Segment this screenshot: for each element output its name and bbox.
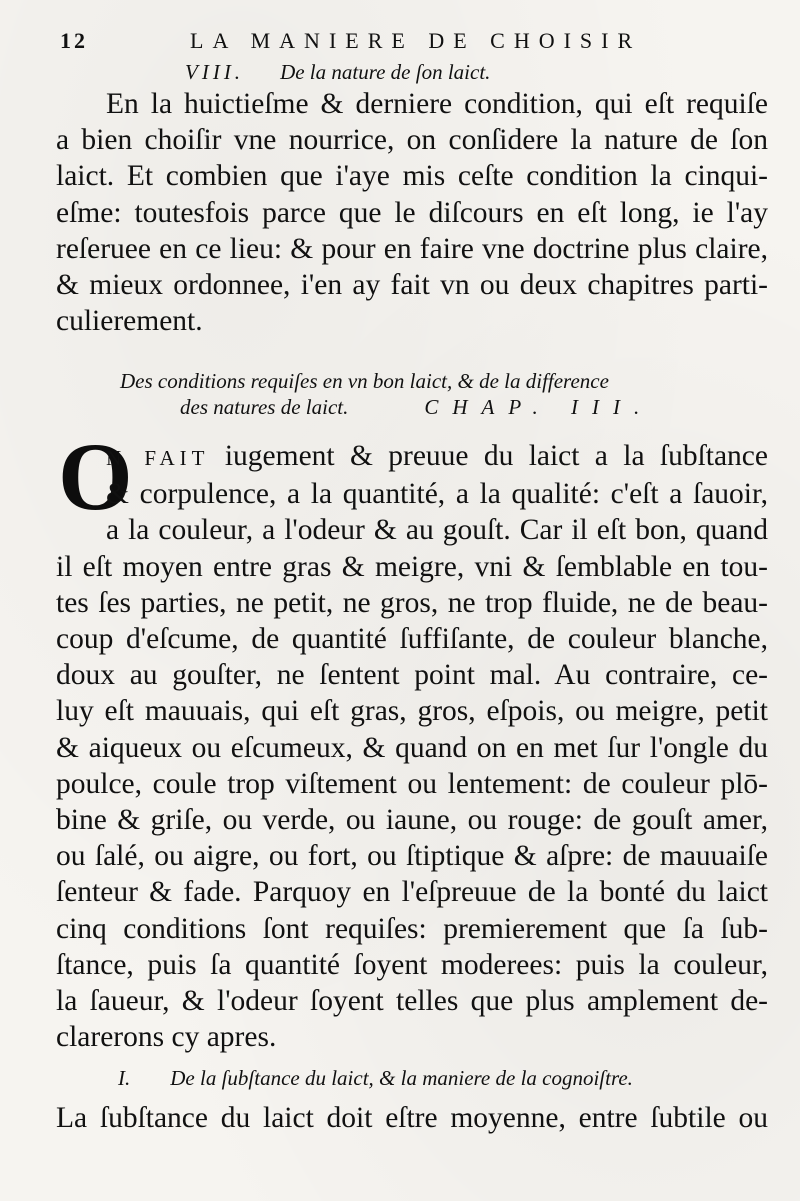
paragraph-line: ou ſalé, ou aigre, ou fort, ou ſtiptique & aſpre: de mauuaiſe — [56, 840, 768, 873]
paragraph-line: il eſt moyen entre gras & meigre, vni & ſemblable en tou- — [56, 550, 768, 583]
section-heading — [185, 60, 490, 85]
paragraph-2 — [56, 438, 768, 1055]
section-heading-text: De la nature de ſon laict. — [280, 60, 491, 84]
paragraph-line: tes ſes parties, ne petit, ne gros, ne trop fluide, ne de beau- — [56, 586, 768, 619]
opening-words: N FAIT — [106, 446, 210, 470]
page-number: 12 — [60, 28, 88, 53]
subheading-number: I. — [118, 1066, 131, 1090]
paragraph-line: doux au gouſter, ne ſentent point mal. Au contraire, ce- — [56, 659, 768, 692]
chapter-title-line-1: Des conditions requiſes en vn bon laict, & de la difference — [120, 369, 609, 393]
paragraph-line: coup d'eſcume, de quantité ſuffiſante, de couleur blanche, — [56, 623, 768, 656]
running-head — [60, 28, 760, 56]
chapter-title-line-2-text: des natures de laict. — [180, 395, 349, 419]
subheading-text: De la ſubſtance du laict, & la maniere de la cognoiſtre. — [170, 1066, 633, 1090]
paragraph-line: a bien choiſir vne nourrice, on conſidere la nature de ſon — [56, 124, 768, 157]
paragraph-line: & corpulence, a la quantité, a la qualité: c'eſt a ſauoir, — [106, 478, 768, 511]
subheading — [118, 1066, 633, 1091]
paragraph-line: laict. Et combien que i'aye mis ceſte condition la cinqui- — [56, 160, 768, 193]
paragraph-line: la ſaueur, & l'odeur ſoyent telles que plus amplement de- — [56, 985, 768, 1018]
paragraph-line: poulce, coule trop viſtement ou lentement: de couleur plō- — [56, 767, 768, 800]
paragraph-3 — [56, 1100, 768, 1136]
paragraph-line: eſme: toutesfois parce que le diſcours en eſt long, ie l'ay — [56, 196, 768, 229]
paragraph-line: & mieux ordonnee, i'en ay fait vn ou deux chapitres parti- — [56, 269, 768, 302]
running-title: LA MANIERE DE CHOISIR — [190, 28, 642, 53]
chapter-title-line-2 — [120, 394, 720, 420]
paragraph-line: En la huictieſme & derniere condition, qui eſt requiſe — [106, 88, 768, 120]
paragraph-line: ſtance, puis ſa quantité ſoyent moderees: puis la couleur, — [56, 948, 768, 981]
paragraph-line: luy eſt mauuais, qui eſt gras, gros, eſpois, ou meigre, petit — [56, 695, 768, 728]
paragraph-line: clarerons cy apres. — [56, 1021, 277, 1054]
paragraph-line: bine & griſe, ou verde, ou iaune, ou rouge: de gouſt amer, — [56, 804, 768, 837]
paragraph-line: culierement. — [56, 305, 203, 338]
section-number: VIII. — [185, 60, 245, 84]
drop-cap: O — [58, 423, 133, 530]
paragraph-line: cinq conditions ſont requiſes: premierement que ſa ſub- — [56, 912, 768, 945]
paragraph-line: a la couleur, a l'odeur & au gouſt. Car il eſt bon, quand — [106, 514, 768, 547]
paragraph-line: reſeruee en ce lieu: & pour en faire vne doctrine plus claire, — [56, 232, 768, 265]
paragraph-line: & aiqueux ou eſcumeux, & quand on en met ſur l'ongle du — [56, 731, 768, 764]
paragraph-1 — [56, 86, 768, 339]
paragraph-line — [56, 438, 768, 476]
chapter-label: CHAP. III. — [424, 395, 654, 419]
paragraph-line: La ſubſtance du laict doit eſtre moyenne, entre ſubtile ou — [56, 1102, 768, 1134]
opening-line-text: iugement & preuue du laict a la ſubſtance — [224, 440, 768, 472]
paragraph-line: ſenteur & fade. Parquoy en l'eſpreuue de la bonté du laict — [56, 876, 768, 909]
chapter-title — [120, 368, 720, 420]
